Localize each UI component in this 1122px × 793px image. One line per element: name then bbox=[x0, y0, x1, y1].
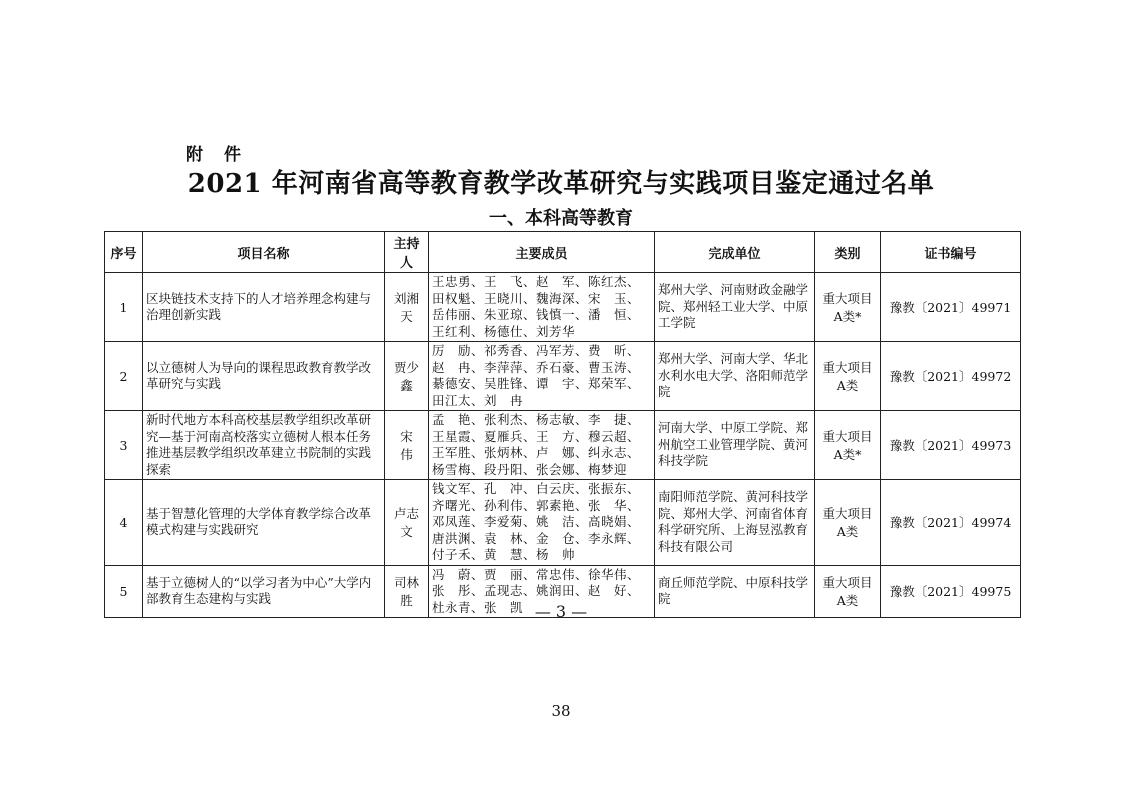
cell-leader: 宋 伟 bbox=[385, 411, 429, 480]
header-members: 主要成员 bbox=[429, 232, 655, 273]
cell-cert: 豫教〔2021〕49971 bbox=[881, 273, 1021, 342]
cell-cert: 豫教〔2021〕49973 bbox=[881, 411, 1021, 480]
cell-cert: 豫教〔2021〕49975 bbox=[881, 565, 1021, 618]
cell-category: 重大项目A类 bbox=[815, 565, 881, 618]
table-header-row bbox=[105, 232, 1021, 273]
cell-cert: 豫教〔2021〕49974 bbox=[881, 480, 1021, 566]
header-cert: 证书编号 bbox=[881, 232, 1021, 273]
cell-project-name: 区块链技术支持下的人才培养理念构建与治理创新实践 bbox=[143, 273, 385, 342]
section-title: 一、本科高等教育 bbox=[489, 208, 633, 229]
cell-leader: 刘湘天 bbox=[385, 273, 429, 342]
cell-units: 南阳师范学院、黄河科技学院、郑州大学、河南省体育科学研究所、上海昱泓教育科技有限公司 bbox=[655, 480, 815, 566]
header-no: 序号 bbox=[105, 232, 143, 273]
cell-project-name: 新时代地方本科高校基层教学组织改革研究—基于河南高校落实立德树人根本任务推进基层教学组织改革建立书院制的实践探索 bbox=[143, 411, 385, 480]
header-category: 类别 bbox=[815, 232, 881, 273]
page-number: — 3 — bbox=[534, 602, 588, 621]
cell-no: 1 bbox=[105, 273, 143, 342]
cell-project-name: 以立德树人为导向的课程思政教育教学改革研究与实践 bbox=[143, 342, 385, 411]
cell-units: 郑州大学、河南财政金融学院、郑州轻工业大学、中原工学院 bbox=[655, 273, 815, 342]
cell-members: 冯 蔚、贾 丽、常忠伟、徐华伟、张 彤、孟现志、姚润田、赵 好、杜永青、张 凯 bbox=[429, 565, 655, 618]
cell-units: 商丘师范学院、中原科技学院 bbox=[655, 565, 815, 618]
annex-label: 附 件 bbox=[186, 145, 243, 165]
cell-project-name: 基于智慧化管理的大学体育教学综合改革模式构建与实践研究 bbox=[143, 480, 385, 566]
cell-no: 3 bbox=[105, 411, 143, 480]
table-row bbox=[105, 342, 1021, 411]
header-leader: 主持人 bbox=[385, 232, 429, 273]
project-table bbox=[104, 231, 1021, 618]
cell-category: 重大项目A类* bbox=[815, 273, 881, 342]
cell-members: 王忠勇、王 飞、赵 军、陈红杰、田权魁、王晓川、魏海深、宋 玉、岳伟丽、朱亚琼、钱慎一、潘 恒、王红利、杨德仕、刘芳华 bbox=[429, 273, 655, 342]
page-title: 2021 年河南省高等教育教学改革研究与实践项目鉴定通过名单 bbox=[187, 169, 935, 199]
header-project-name: 项目名称 bbox=[143, 232, 385, 273]
cell-members: 孟 艳、张利杰、杨志敏、李 捷、王星霞、夏雁兵、王 方、穆云超、王军胜、张炳林、卢 娜、纠永志、杨雪梅、段丹阳、张会娜、梅梦迎 bbox=[429, 411, 655, 480]
table-row bbox=[105, 273, 1021, 342]
cell-category: 重大项目A类* bbox=[815, 411, 881, 480]
cell-cert: 豫教〔2021〕49972 bbox=[881, 342, 1021, 411]
cell-no: 4 bbox=[105, 480, 143, 566]
cell-leader: 司林胜 bbox=[385, 565, 429, 618]
cell-units: 郑州大学、河南大学、华北水利水电大学、洛阳师范学院 bbox=[655, 342, 815, 411]
cell-members: 钱文军、孔 冲、白云庆、张振东、齐曙光、孙利伟、郭素艳、张 华、邓凤莲、李爱菊、姚 洁、高晓娟、唐洪渊、袁 林、金 仓、李永辉、付子禾、黄 慧、杨 帅 bbox=[429, 480, 655, 566]
document-page-number: 38 bbox=[551, 702, 571, 720]
cell-units: 河南大学、中原工学院、郑州航空工业管理学院、黄河科技学院 bbox=[655, 411, 815, 480]
cell-category: 重大项目A类 bbox=[815, 342, 881, 411]
cell-no: 2 bbox=[105, 342, 143, 411]
cell-project-name: 基于立德树人的“以学习者为中心”大学内部教育生态建构与实践 bbox=[143, 565, 385, 618]
cell-category: 重大项目A类 bbox=[815, 480, 881, 566]
header-units: 完成单位 bbox=[655, 232, 815, 273]
table-row bbox=[105, 411, 1021, 480]
cell-leader: 卢志文 bbox=[385, 480, 429, 566]
cell-leader: 贾少鑫 bbox=[385, 342, 429, 411]
table-row bbox=[105, 480, 1021, 566]
cell-no: 5 bbox=[105, 565, 143, 618]
cell-members: 厉 励、祁秀香、冯军芳、费 昕、赵 冉、李萍萍、乔石豪、曹玉涛、綦德安、吴胜锋、谭 宇、郑荣军、田江太、刘 冉 bbox=[429, 342, 655, 411]
